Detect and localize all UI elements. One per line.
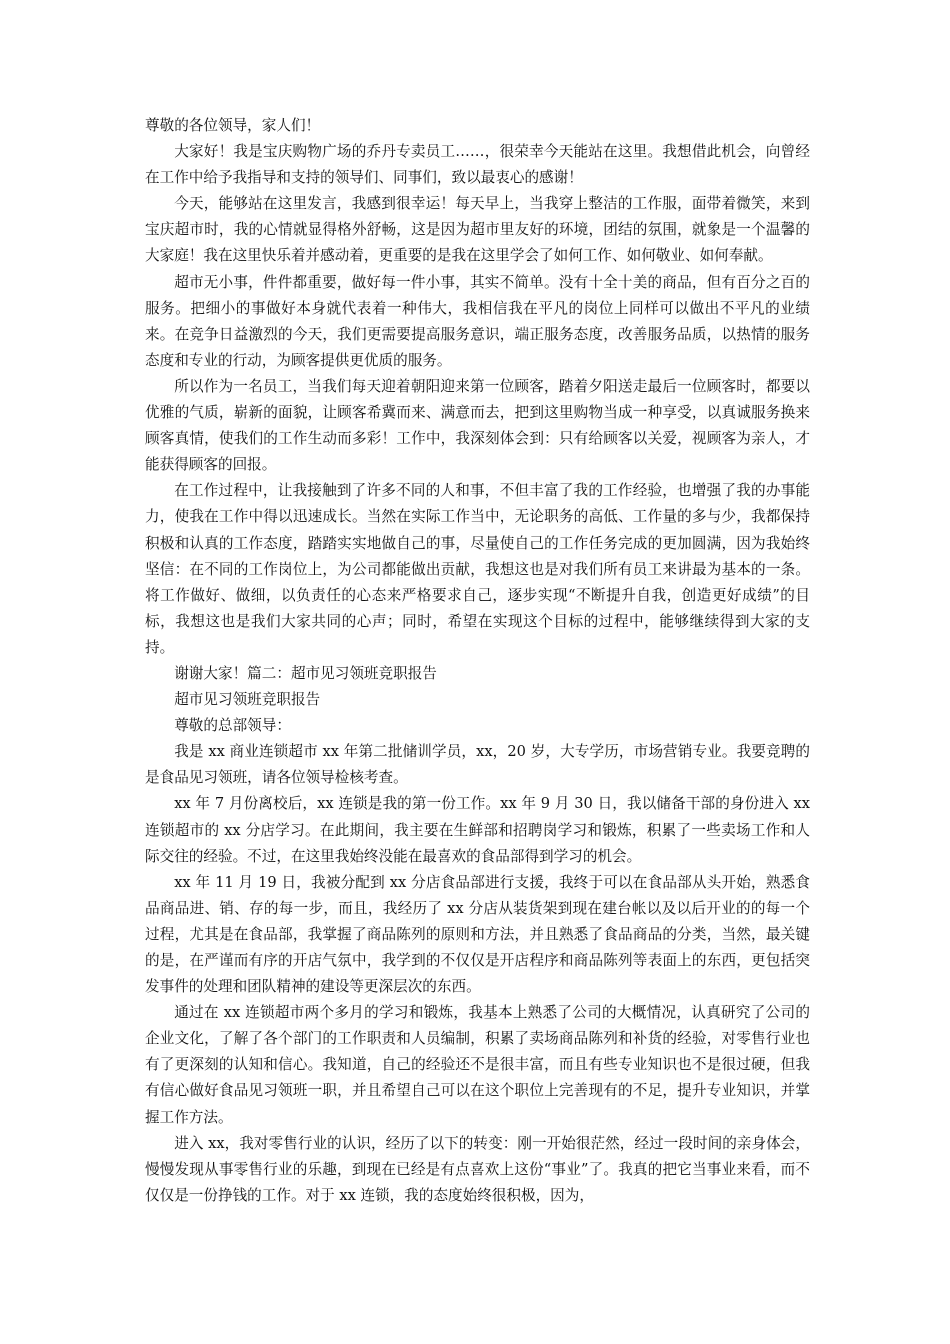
salutation-2: 尊敬的总部领导： (174, 717, 291, 735)
paragraph: 进入 xx，我对零售行业的认识，经历了以下的转变：刚一开始很茫然，经过一段时间的亲身体会，慢慢发现从事零售行业的乐趣，到现在已经是有点喜欢上这份“事业”了。我真的把它当事业来看，而不仅仅是一份挣钱的工作。对于 xx 连锁，我的态度始终很积极，因为， (145, 1134, 810, 1204)
paragraph: 超市无小事，件件都重要，做好每一件小事，其实不简单。没有十全十美的商品，但有百分之百的服务。把细小的事做好本身就代表着一种伟大，我相信我在平凡的岗位上同样可以做出不平凡的业绩来。在竞争日益激烈的今天，我们更需要提高服务意识，端正服务态度，改善服务品质，以热情的服务态度和专业的行动，为顾客提供更优质的服务。 (145, 273, 810, 369)
paragraph: xx 年 7 月份离校后，xx 连锁是我的第一份工作。xx 年 9 月 30 日，我以储备干部的身份进入 xx 连锁超市的 xx 分店学习。在此期间，我主要在生鲜部和招聘岗学习和锻炼，积累了一些卖场工作和人际交往的经验。不过，在这里我始终没能在最喜欢的食品部得到学习的机会。 (145, 795, 810, 865)
paragraph: 谢谢大家！篇二：超市见习领班竞职报告 (174, 664, 437, 682)
paragraph: 我是 xx 商业连锁超市 xx 年第二批储训学员，xx，20 岁，大专学历，市场营销专业。我要竞聘的是食品见习领班，请各位领导检核考查。 (145, 743, 810, 787)
paragraph: 大家好！我是宝庆购物广场的乔丹专卖员工……，很荣幸今天能站在这里。我想借此机会，向曾经在工作中给予我指导和支持的领导们、同事们，致以最衷心的感谢！ (145, 143, 810, 187)
document-page (145, 113, 810, 1209)
section-title: 超市见习领班竞职报告 (174, 691, 321, 709)
salutation: 尊敬的各位领导，家人们！ (145, 117, 321, 134)
paragraph: 通过在 xx 连锁超市两个多月的学习和锻炼，我基本上熟悉了公司的大概情况，认真研究了公司的企业文化，了解了各个部门的工作职责和人员编制，积累了卖场商品陈列和补货的经验，对零售行业也有了更深刻的认知和信心。我知道，自己的经验还不是很丰富，而且有些专业知识也不是很过硬，但我有信心做好食品见习领班一职，并且希望自己可以在这个职位上完善现有的不足，提升专业知识，并掌握工作方法。 (145, 1004, 810, 1126)
paragraph: 所以作为一名员工，当我们每天迎着朝阳迎来第一位顾客，踏着夕阳送走最后一位顾客时，都要以优雅的气质，崭新的面貌，让顾客希冀而来、满意而去，把到这里购物当成一种享受，以真诚服务换来顾客真情，使我们的工作生动而多彩！工作中，我深刻体会到：只有给顾客以关爱，视顾客为亲人，才能获得顾客的回报。 (145, 377, 810, 474)
paragraph: xx 年 11 月 19 日，我被分配到 xx 分店食品部进行支援，我终于可以在食品部从头开始，熟悉食品商品进、销、存的每一步，而且，我经历了 xx 分店从装货架到现在建台帐以及以后开业的的每一个过程，尤其是在食品部，我掌握了商品陈列的原则和方法，并且熟悉了食品商品的分类，当然，最关键的是，在严谨而有序的开店气氛中，我学到的不仅仅是开店程序和商品陈列等表面上的东西，更包括突发事件的处理和团队精神的建设等更深层次的东西。 (145, 873, 810, 996)
paragraph: 在工作过程中，让我接触到了许多不同的人和事，不但丰富了我的工作经验，也增强了我的办事能力，使我在工作中得以迅速成长。当然在实际工作当中，无论职务的高低、工作量的多与少，我都保持积极和认真的工作态度，踏踏实实地做自己的事，尽量使自己的工作任务完成的更加圆满，因为我始终坚信：在不同的工作岗位上，为公司都能做出贡献，我想这也是对我们所有员工来讲最为基本的一条。将工作做好、做细，以负责任的心态来严格要求自己，逐步实现“不断提升自我，创造更好成绩”的目标，我想这也是我们大家共同的心声；同时，希望在实现这个目标的过程中，能够继续得到大家的支持。 (145, 482, 810, 656)
paragraph: 今天，能够站在这里发言，我感到很幸运！每天早上，当我穿上整洁的工作服，面带着微笑，来到宝庆超市时，我的心情就显得格外舒畅，这是因为超市里友好的环境，团结的氛围，就象是一个温馨的大家庭！我在这里快乐着并感动着，更重要的是我在这里学会了如何工作、如何敬业、如何奉献。 (145, 195, 810, 265)
